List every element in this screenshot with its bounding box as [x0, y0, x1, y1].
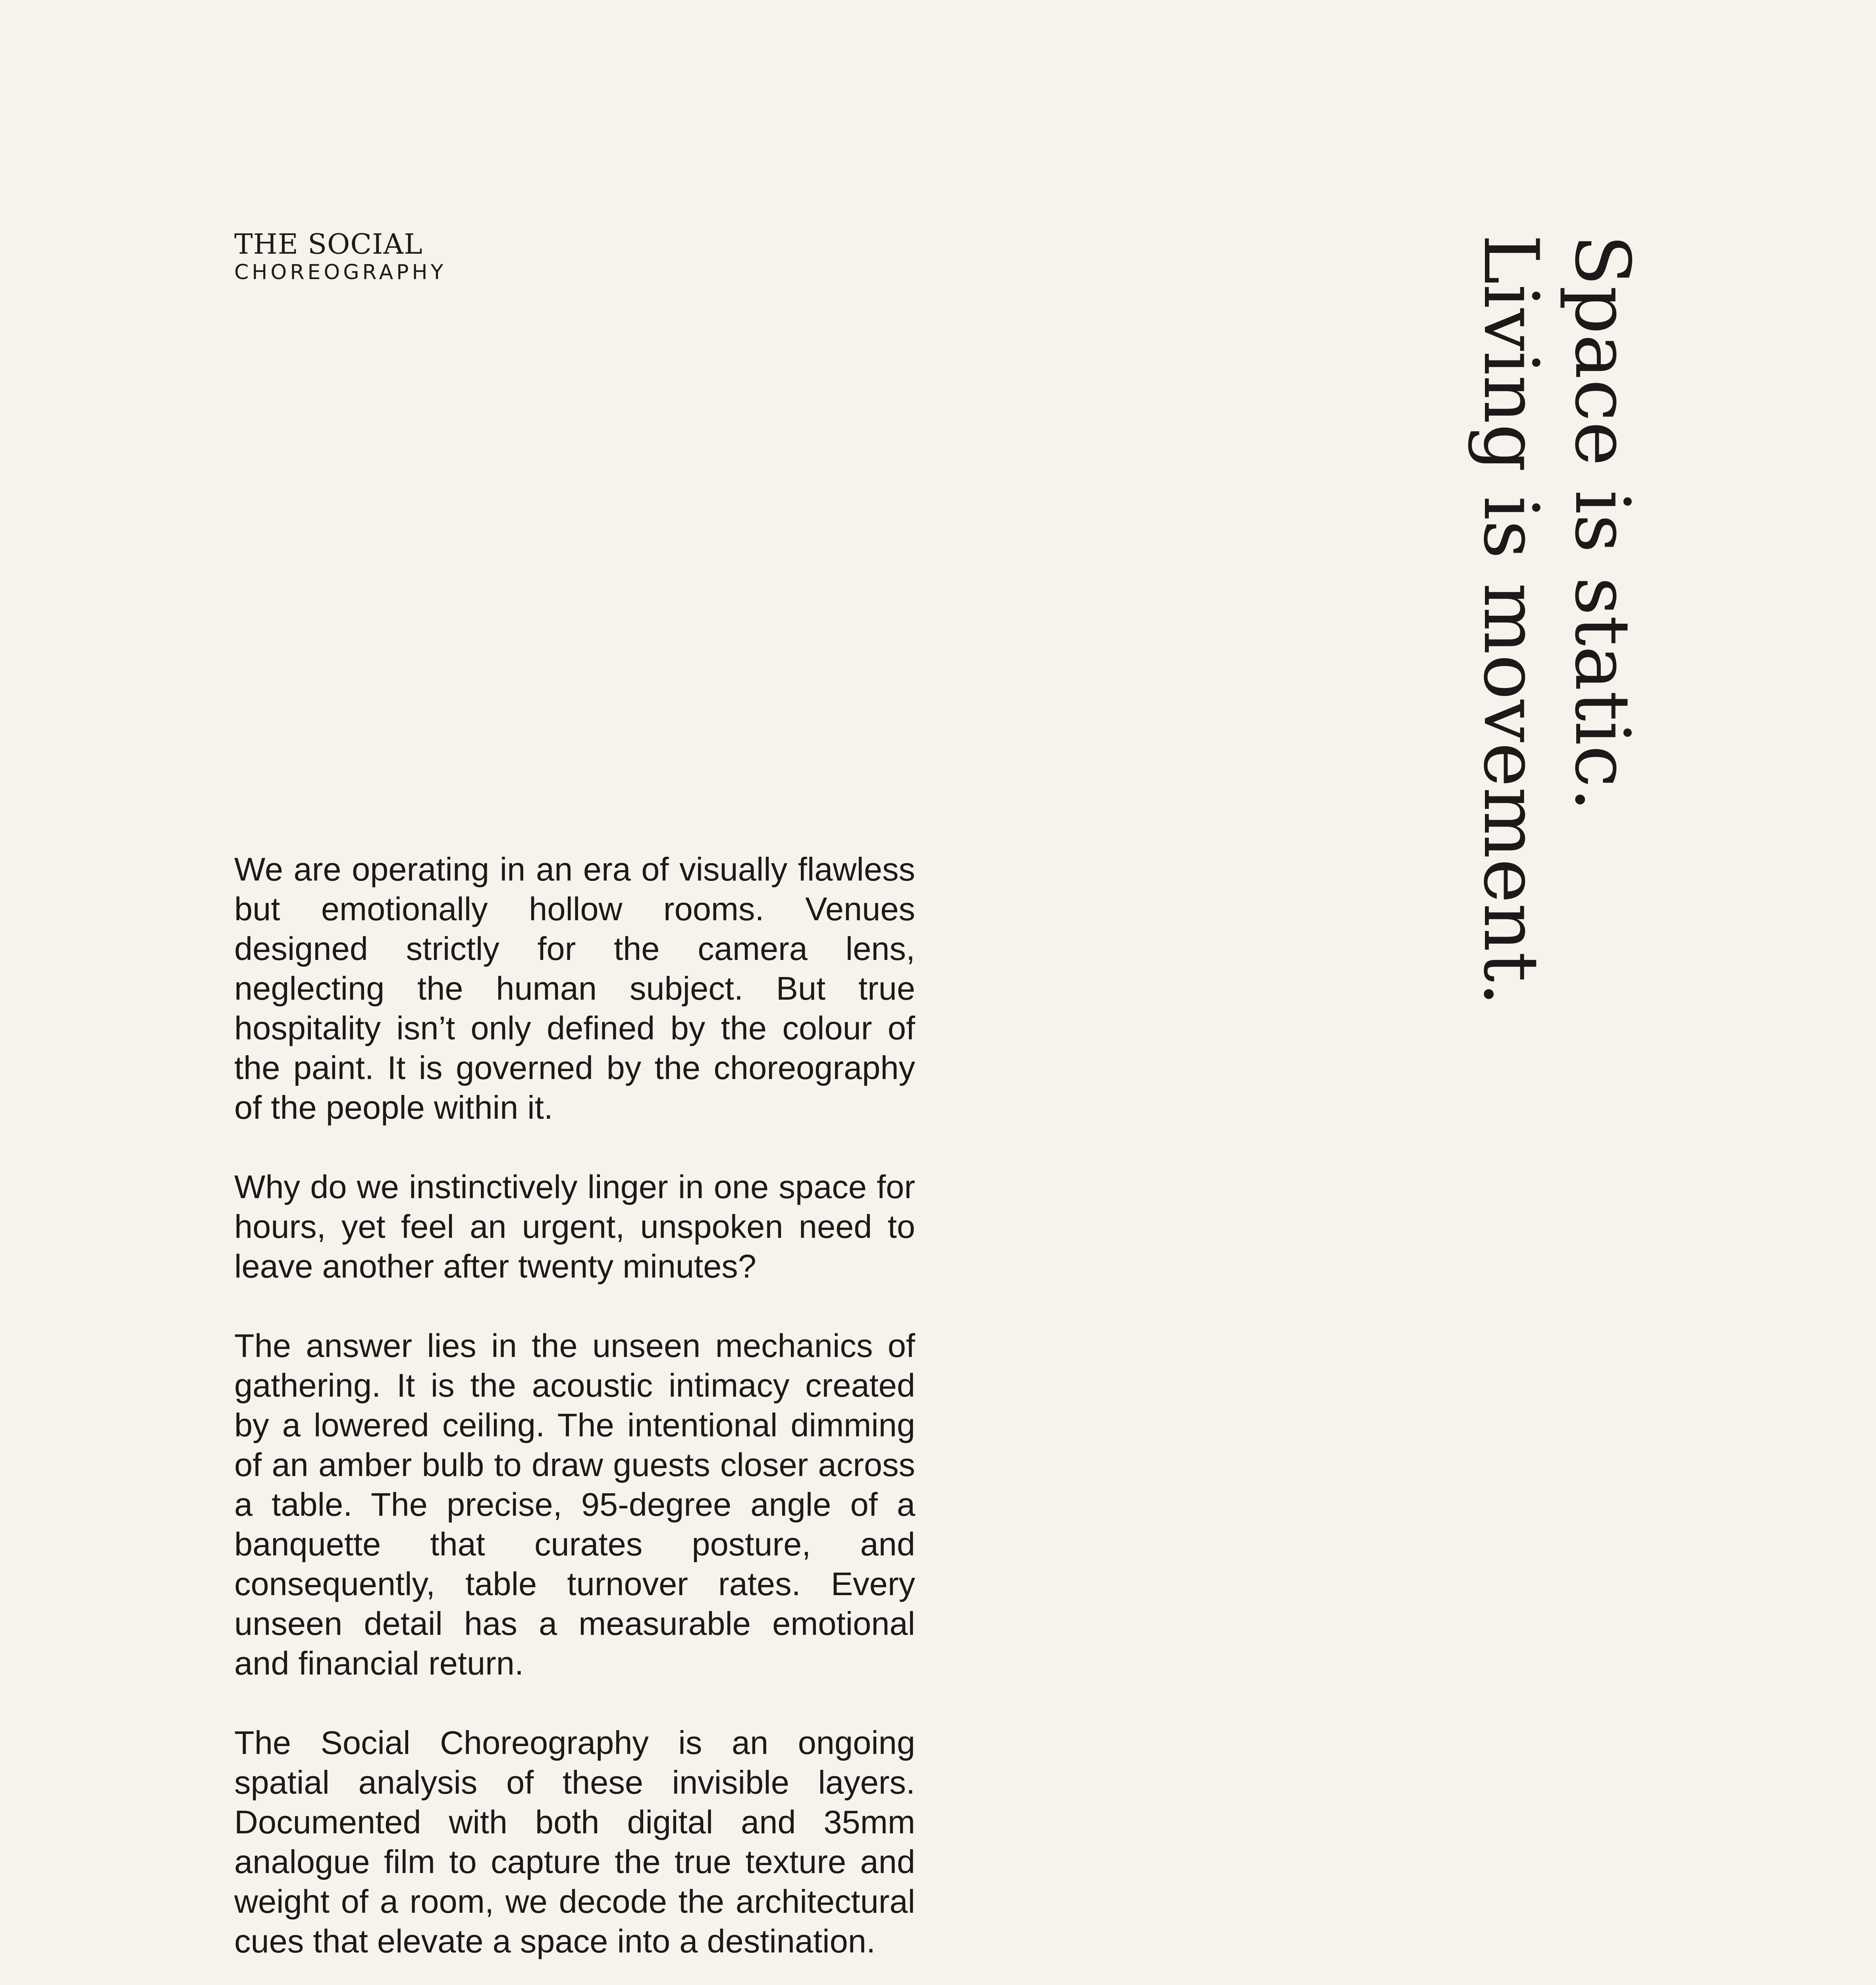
brand-title: THE SOCIAL — [234, 228, 423, 260]
headline-line-1: Space is static. — [1558, 234, 1646, 812]
body-paragraph: The Social Choreography is an ongoing spatial analysis of these invisible layers. Documented with both digital and 35mm analogue film to capture the true texture and weight of a room, we decode the architectural cues that elevate a space into a destination. — [234, 1724, 915, 1960]
headline — [1467, 234, 1648, 1006]
body-paragraph: The answer lies in the unseen mechanics of gathering. It is the acoustic intimacy created by a lowered ceiling. The intentional dimming of an amber bulb to draw guests closer across a table. The precise, 95-degree angle of a banquette that curates posture, and consequently, table turnover rates. Every unseen detail has a measurable emotional and financial return. — [234, 1327, 915, 1682]
brand-logo — [234, 228, 446, 285]
brand-subtitle: CHOREOGRAPHY — [234, 260, 447, 284]
body-paragraph: Why do we instinctively linger in one space for hours, yet feel an urgent, unspoken need to leave another after twenty minutes? — [234, 1168, 915, 1285]
body-paragraph: We are operating in an era of visually flawless but emotionally hollow rooms. Venues designed strictly for the camera lens, neglecting the human subject. But true hospitality isn’t only defined by the colour of the paint. It is governed by the choreography of the people within it. — [234, 851, 915, 1126]
headline-line-2: Living is movement. — [1467, 234, 1555, 1006]
body-text — [234, 850, 915, 1985]
